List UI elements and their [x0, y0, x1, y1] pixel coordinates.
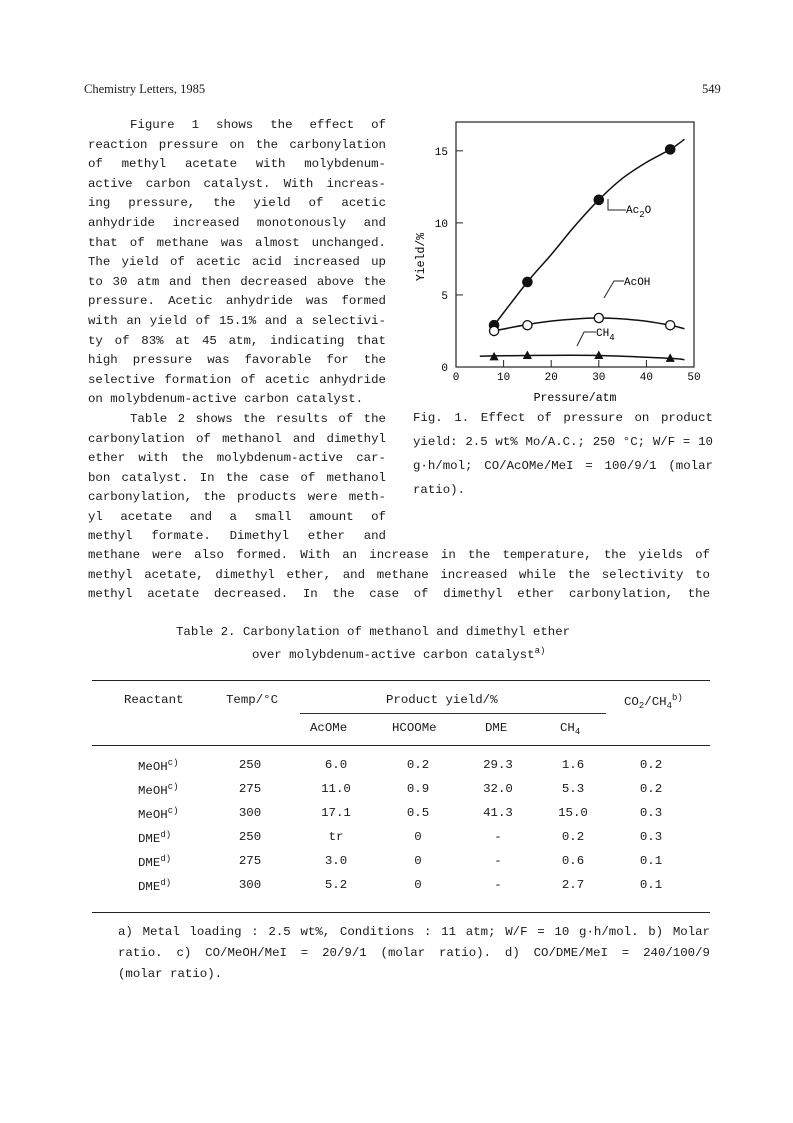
cell-ratio: 0.1 — [639, 878, 663, 892]
cell-dme: 41.3 — [483, 806, 513, 820]
reactant-name: DME — [138, 880, 161, 894]
cell-hcoome: 0.9 — [406, 782, 430, 796]
text-line: high pressure was favorable for the — [88, 353, 386, 368]
cell-reactant — [138, 758, 179, 774]
text-line: methyl formate. Dimethyl ether and — [88, 529, 386, 544]
cell-ch4: 0.6 — [561, 854, 585, 868]
text-line: ether with the molybdenum-active car- — [88, 451, 386, 466]
reactant-footnote-mark: d) — [160, 878, 172, 888]
cell-ratio: 0.1 — [639, 854, 663, 868]
cell-acome: 5.2 — [324, 878, 348, 892]
reactant-footnote-mark: c) — [167, 758, 179, 768]
header-acome: AcOMe — [310, 721, 348, 735]
cell-ratio: 0.2 — [639, 758, 663, 772]
cell-reactant — [138, 806, 179, 822]
text-line: to 30 atm and then decreased above the — [88, 274, 386, 289]
point-acoh — [594, 313, 603, 322]
figure-1-chart — [410, 112, 710, 412]
x-tick-label: 40 — [639, 372, 654, 384]
y-tick-label: 5 — [441, 290, 448, 303]
cell-ch4: 0.2 — [561, 830, 585, 844]
y-axis-label: Yield/% — [415, 232, 428, 282]
series-labels — [577, 199, 652, 346]
header-ch4: $CH_4$ — [560, 721, 581, 737]
text-line: The yield of acetic acid increased up — [88, 255, 386, 270]
y-tick-label: 0 — [441, 363, 448, 375]
text-line: on molybdenum-active carbon catalyst. — [88, 392, 364, 407]
cell-acome: 17.1 — [321, 806, 351, 820]
footnote-line: a) Metal loading : 2.5 wt%, Conditions : 11 atm; W/F = 10 g·h/mol. b) Molar — [118, 925, 710, 939]
running-header-journal: Chemistry Letters, 1985 — [84, 82, 206, 96]
cell-acome: 6.0 — [324, 758, 348, 772]
header-dme: DME — [485, 721, 508, 735]
page-number: 549 — [702, 82, 721, 96]
text-line: anhydride increased monotonously and — [88, 215, 386, 230]
cell-dme: - — [494, 878, 502, 892]
cell-hcoome: 0 — [414, 878, 422, 892]
text-line: that of methane was almost unchanged. — [88, 235, 386, 250]
reactant-name: MeOH — [138, 760, 168, 774]
header-temp: Temp/°C — [226, 693, 279, 707]
series-line-ac2o — [494, 139, 684, 325]
text-line: Figure 1 shows the effect of — [130, 118, 386, 132]
footnote-line: (molar ratio). — [118, 967, 223, 981]
x-tick-label: 30 — [592, 372, 606, 384]
cell-temp: 250 — [238, 830, 262, 844]
cell-reactant — [138, 854, 171, 870]
full-width-text — [88, 546, 710, 605]
caption-line: ratio). — [413, 483, 466, 497]
point-ac2o — [594, 195, 604, 205]
point-ac2o — [523, 277, 533, 287]
figure-caption — [413, 406, 713, 502]
x-tick-label: 10 — [496, 372, 511, 384]
caption-line: g·h/mol; CO/AcOMe/MeI = 100/9/1 (molar — [413, 459, 713, 473]
point-acoh — [666, 321, 675, 330]
table-header-rule — [92, 745, 710, 746]
text-line: active carbon catalyst. With increas- — [88, 176, 386, 191]
cell-ch4: 1.6 — [561, 758, 585, 772]
cell-hcoome: 0 — [414, 854, 422, 868]
text-line: carbonylation of methanol and dimethyl — [88, 431, 386, 446]
cell-dme: - — [494, 854, 502, 868]
header-co2-ch4: $CO_2/CH_4^{b)}$ — [624, 693, 683, 711]
cell-hcoome: 0.5 — [406, 806, 430, 820]
x-tick-label: 20 — [544, 372, 558, 384]
text-line: methane were also formed. With an increase in the temperature, the yields of — [88, 548, 710, 562]
y-tick-label: 10 — [434, 218, 448, 231]
cell-ch4: 15.0 — [558, 806, 588, 820]
leader-ch4 — [577, 332, 596, 346]
table-footnotes — [118, 922, 710, 985]
cell-dme: 29.3 — [483, 758, 513, 772]
left-column-text — [88, 116, 386, 547]
reactant-footnote-mark: c) — [167, 806, 179, 816]
cell-acome: 11.0 — [321, 782, 351, 796]
y-tick-label: 15 — [434, 146, 448, 159]
text-line: of methyl acetate with molybdenum- — [88, 157, 386, 172]
text-line: selective formation of acetic anhydride — [88, 372, 386, 387]
text-line: bon catalyst. In the case of methanol — [88, 470, 386, 485]
reactant-name: DME — [138, 856, 161, 870]
header-product-yield: Product yield/% — [386, 693, 498, 707]
label-acoh: AcOH — [624, 277, 651, 289]
reactant-footnote-mark: d) — [160, 830, 172, 840]
leader-ac2o — [608, 199, 626, 210]
table-top-rule — [92, 680, 710, 681]
text-line: ty of 83% at 45 atm, indicating that — [88, 333, 386, 348]
caption-line: Fig. 1. Effect of pressure on product — [413, 411, 713, 425]
cell-reactant — [138, 878, 171, 894]
text-line: yl acetate and a small amount of — [88, 509, 386, 524]
cell-temp: 300 — [238, 878, 262, 892]
text-line: ing pressure, the yield of acetic — [88, 196, 386, 211]
table-title-line-2: over molybdenum-active carbon catalyst$^{a)}$ — [252, 646, 546, 662]
header-hcoome: HCOOMe — [392, 721, 437, 735]
x-tick-label: 50 — [687, 372, 701, 384]
text-line: pressure. Acetic anhydride was formed — [88, 294, 386, 309]
cell-ch4: 2.7 — [561, 878, 585, 892]
cell-ratio: 0.3 — [639, 806, 663, 820]
cell-reactant — [138, 782, 179, 798]
point-ac2o — [665, 145, 675, 155]
text-line: methyl acetate decreased. In the case of dimethyl ether carbonylation, the — [88, 587, 710, 602]
header-reactant: Reactant — [124, 693, 184, 707]
caption-line: yield: 2.5 wt% Mo/A.C.; 250 °C; W/F = 10 — [413, 435, 713, 449]
series-line-ch4 — [480, 355, 685, 360]
cell-dme: - — [494, 830, 502, 844]
label-ch4: $CH_4$ — [596, 328, 615, 343]
text-line: reaction pressure on the carbonylation — [88, 137, 386, 152]
cell-hcoome: 0 — [414, 830, 422, 844]
reactant-name: DME — [138, 832, 161, 846]
point-acoh — [523, 321, 532, 330]
table-title — [176, 623, 570, 665]
x-tick-label: 0 — [452, 372, 460, 384]
text-line: methyl acetate, dimethyl ether, and methane increased while the selectivity to — [88, 567, 710, 582]
text-line: with an yield of 15.1% and a selectivi- — [88, 313, 386, 328]
reactant-footnote-mark: c) — [167, 782, 179, 792]
text-line: Table 2 shows the results of the — [130, 411, 386, 426]
cell-temp: 250 — [238, 758, 262, 772]
cell-temp: 275 — [238, 854, 262, 868]
footnote-line: ratio. c) CO/MeOH/MeI = 20/9/1 (molar ratio). d) CO/DME/MeI = 240/100/9 — [118, 946, 710, 960]
text-line: carbonylation, the products were meth- — [88, 490, 386, 505]
cell-reactant — [138, 830, 171, 846]
label-ac2o: $Ac_2O$ — [626, 205, 652, 220]
cell-ratio: 0.3 — [639, 830, 663, 844]
table-title-line-1: Table 2. Carbonylation of methanol and dimethyl ether — [176, 625, 571, 639]
cell-acome: 3.0 — [324, 854, 348, 868]
cell-hcoome: 0.2 — [406, 758, 430, 772]
cell-acome: tr — [328, 830, 344, 844]
cell-temp: 275 — [238, 782, 262, 796]
cell-ratio: 0.2 — [639, 782, 663, 796]
reactant-name: MeOH — [138, 784, 168, 798]
cell-ch4: 5.3 — [561, 782, 585, 796]
reactant-name: MeOH — [138, 808, 168, 822]
leader-acoh — [604, 281, 624, 298]
x-axis-label: Pressure/atm — [533, 392, 617, 405]
cell-dme: 32.0 — [483, 782, 513, 796]
table-bottom-rule — [92, 912, 710, 913]
cell-temp: 300 — [238, 806, 262, 820]
table-sub-rule — [300, 713, 606, 714]
point-acoh — [489, 326, 498, 335]
reactant-footnote-mark: d) — [160, 854, 172, 864]
